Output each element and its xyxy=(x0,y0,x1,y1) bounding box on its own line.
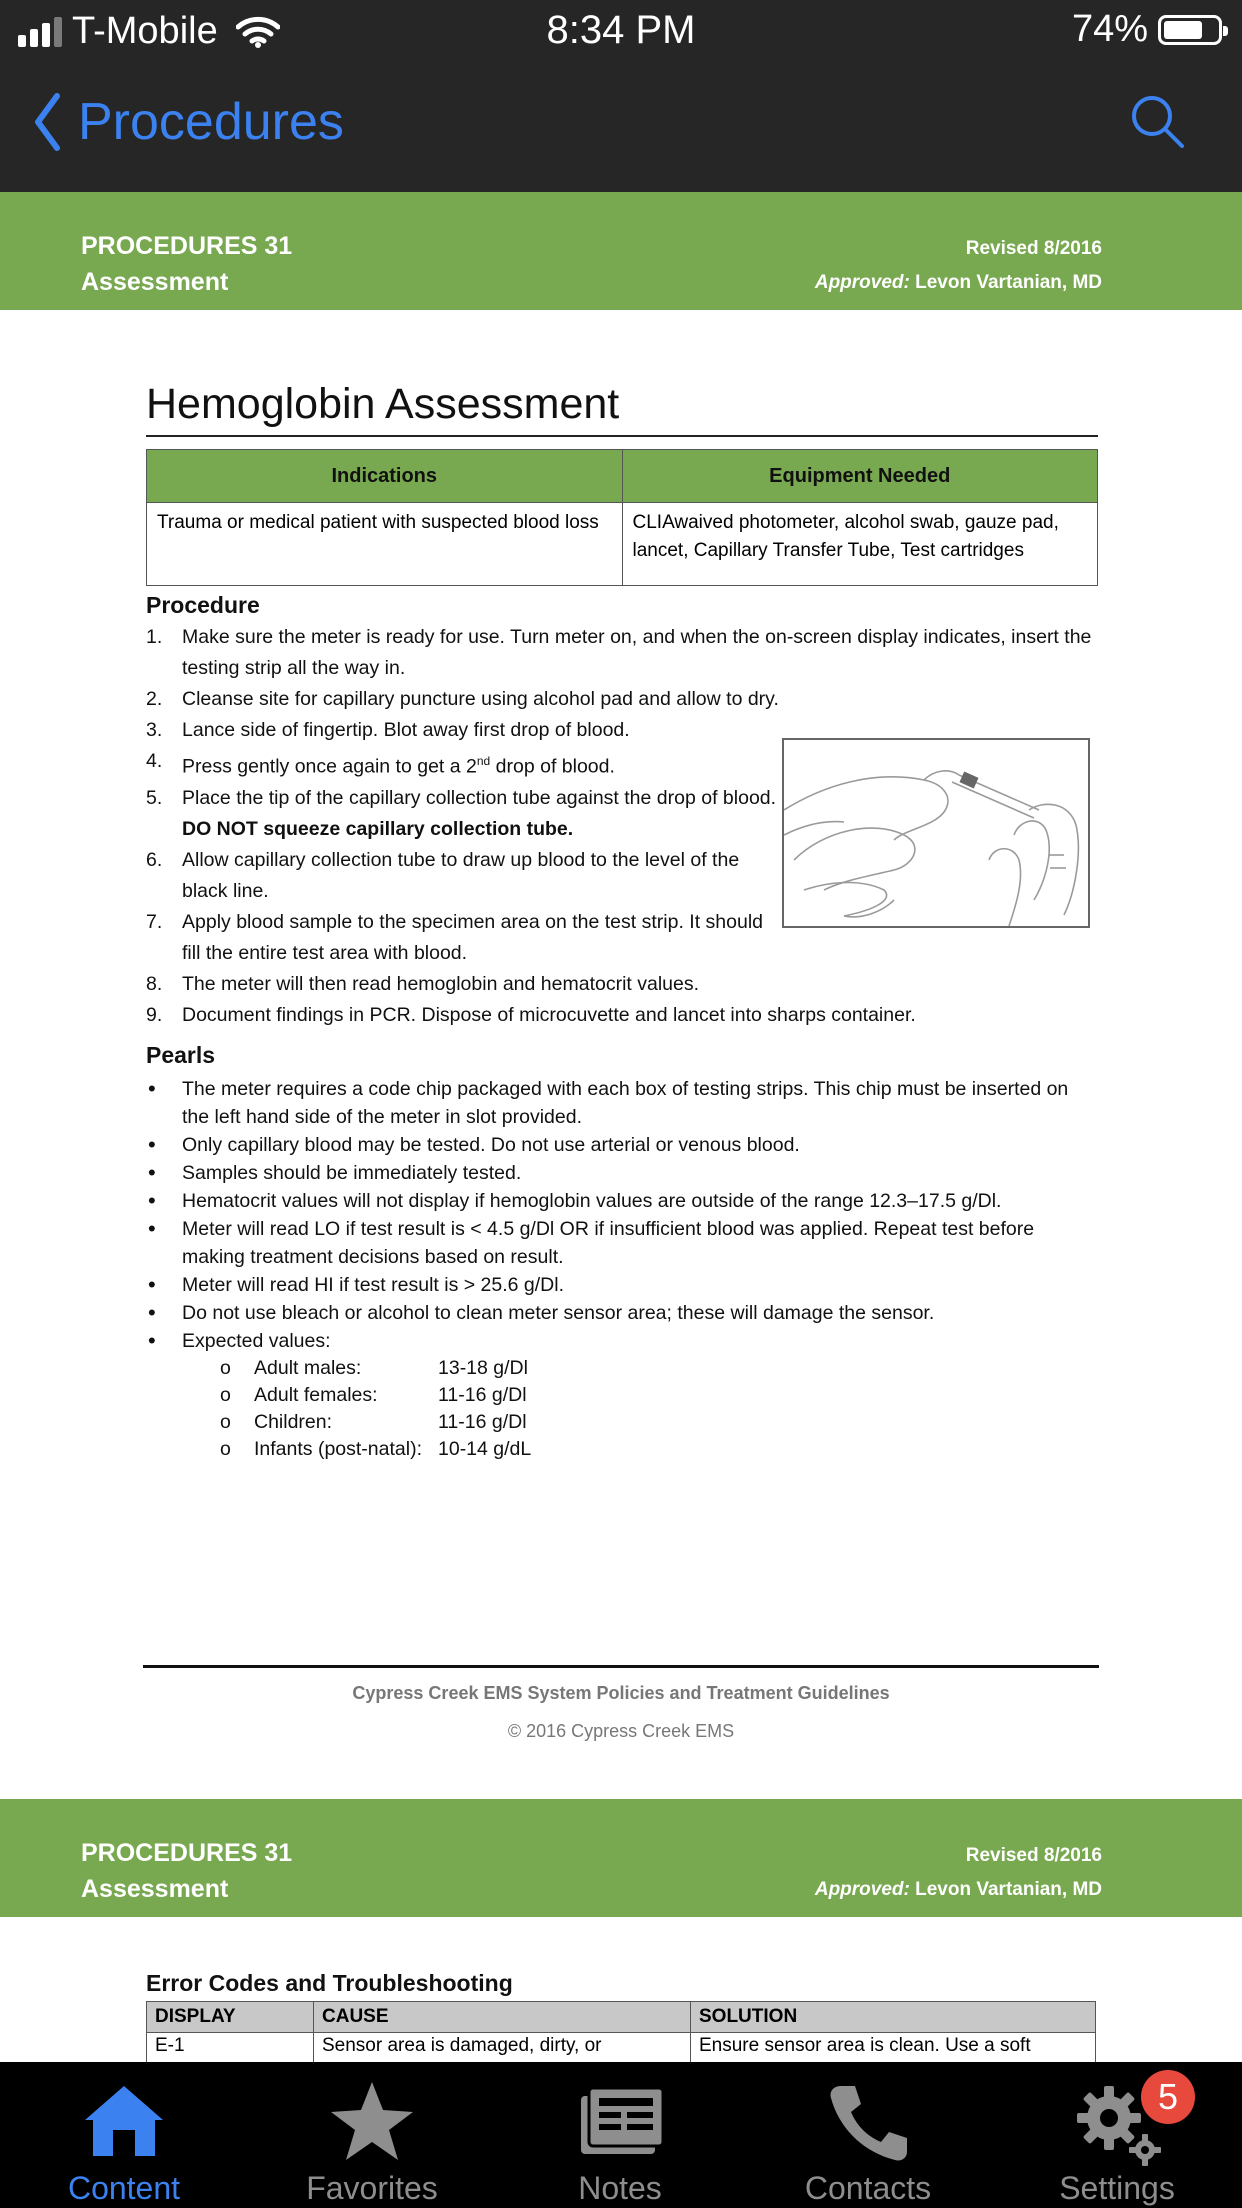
column-header: CAUSE xyxy=(314,2002,691,2033)
pearl-item: • Only capillary blood may be tested. Do not use arterial or venous blood. xyxy=(148,1132,800,1157)
procedure-heading: Procedure xyxy=(146,592,260,618)
pearl-item: • Do not use bleach or alcohol to clean meter sensor area; these will damage the sensor. xyxy=(148,1300,935,1325)
tab-favorites[interactable] xyxy=(248,2062,496,2208)
back-button-label: Procedures xyxy=(78,93,344,151)
column-header: DISPLAY xyxy=(147,2002,314,2033)
table-row xyxy=(147,2033,1096,2064)
phone-icon xyxy=(823,2080,913,2164)
back-button[interactable] xyxy=(34,92,344,152)
tab-label: Notes xyxy=(578,2170,662,2206)
star-icon xyxy=(327,2080,417,2164)
indications-cell: Trauma or medical patient with suspected blood loss xyxy=(147,503,623,586)
procedure-step: 5. Place the tip of the capillary collection tube against the drop of blood. DO NOT squeeze capillary collection tube. xyxy=(146,786,777,840)
procedure-step: 2. Cleanse site for capillary puncture using alcohol pad and allow to dry. xyxy=(146,688,779,710)
tab-notes[interactable] xyxy=(496,2062,744,2208)
band-revised: Revised 8/2016 xyxy=(965,238,1102,259)
document-title: Hemoglobin Assessment xyxy=(146,380,1098,437)
expected-value-item: o Children: 11-16 g/Dl xyxy=(220,1411,527,1433)
pearl-item: • Samples should be immediately tested. xyxy=(148,1160,522,1185)
battery-percent: 74% xyxy=(1071,8,1148,50)
approved-label: Approved: xyxy=(814,272,910,293)
tab-contacts[interactable] xyxy=(744,2062,992,2208)
band-subsection: Assessment xyxy=(81,1875,229,1903)
footer-copyright: © 2016 Cypress Creek EMS xyxy=(507,1721,735,1741)
document-header-band xyxy=(0,192,1242,310)
procedure-step: 3. Lance side of fingertip. Blot away first drop of blood. xyxy=(146,719,630,741)
indications-header: Indications xyxy=(147,450,623,503)
equipment-cell: CLIAwaived photometer, alcohol swab, gauze pad, lancet, Capillary Transfer Tube, Test cartridges xyxy=(622,503,1098,586)
document-header-band-page2 xyxy=(0,1799,1242,1917)
band-revised: Revised 8/2016 xyxy=(965,1845,1102,1866)
pearl-item: • The meter requires a code chip packaged with each box of testing strips. This chip must be inserted on the left hand side of the meter in slot provided. xyxy=(148,1076,1069,1128)
equipment-header: Equipment Needed xyxy=(622,450,1098,503)
home-icon xyxy=(79,2080,169,2160)
pearl-item: • Expected values: xyxy=(148,1328,331,1353)
status-right xyxy=(1072,8,1222,51)
battery-fill xyxy=(1164,21,1202,39)
procedure-step: 7. Apply blood sample to the specimen area on the test strip. It should fill the entire test area with blood. xyxy=(146,910,764,964)
battery-icon xyxy=(1158,15,1222,45)
approved-by: Levon Vartanian, MD xyxy=(915,272,1102,293)
notes-icon xyxy=(575,2080,665,2160)
error-codes-heading: Error Codes and Troubleshooting xyxy=(146,1970,513,1996)
band-right xyxy=(815,1839,1102,1907)
pearl-item: • Meter will read HI if test result is > 25.6 g/Dl. xyxy=(148,1272,565,1297)
finger-capillary-tube-drawing xyxy=(784,740,1088,926)
search-icon xyxy=(1130,94,1186,150)
procedure-step: 9. Document findings in PCR. Dispose of microcuvette and lancet into sharps container. xyxy=(146,1003,916,1026)
procedure-step: 6. Allow capillary collection tube to draw up blood to the level of the black line. xyxy=(146,848,740,902)
pearl-item: • Hematocrit values will not display if hemoglobin values are outside of the range 12.3–17.5 g/Dl. xyxy=(148,1188,1002,1213)
tab-label: Content xyxy=(67,2170,181,2206)
top-bar xyxy=(0,0,1242,192)
band-left xyxy=(81,1835,292,1907)
indications-table xyxy=(146,449,1098,586)
approved-by: Levon Vartanian, MD xyxy=(915,1879,1102,1900)
pearls-section xyxy=(146,1042,1096,1463)
fingertip-illustration xyxy=(782,738,1090,928)
table-cell: Ensure sensor area is clean. Use a soft xyxy=(691,2033,1096,2064)
footer-org: Cypress Creek EMS System Policies and Treatment Guidelines xyxy=(352,1683,890,1703)
tab-content[interactable] xyxy=(0,2062,248,2208)
error-table-header xyxy=(147,2002,1096,2033)
band-section: PROCEDURES 31 xyxy=(81,1839,293,1867)
pearls-heading: Pearls xyxy=(146,1042,216,1068)
expected-value-item: o Infants (post-natal): 10-14 g/dL xyxy=(220,1438,532,1460)
tab-settings[interactable] xyxy=(992,2062,1242,2208)
tab-label: Contacts xyxy=(804,2170,932,2206)
status-bar xyxy=(0,0,1242,62)
carrier-name: T-Mobile xyxy=(72,10,218,52)
expected-value-item: o Adult males: 13-18 g/Dl xyxy=(220,1357,528,1379)
band-approved xyxy=(815,266,1102,300)
column-header: SOLUTION xyxy=(691,2002,1096,2033)
tab-label: Settings xyxy=(1059,2170,1175,2206)
procedure-step: 4. Press gently once again to get a 2nd drop of blood. xyxy=(146,750,615,778)
tab-bar xyxy=(0,2062,1242,2208)
table-cell: Sensor area is damaged, dirty, or xyxy=(314,2033,691,2064)
band-right xyxy=(815,232,1102,300)
tab-label: Favorites xyxy=(306,2170,438,2206)
procedure-step: 8. The meter will then read hemoglobin and hematocrit values. xyxy=(146,972,700,995)
band-left xyxy=(81,228,292,300)
table-cell: E-1 xyxy=(147,2033,314,2064)
procedure-step: 1. Make sure the meter is ready for use. Turn meter on, and when the on-screen display indicates, insert the testing strip all the way in. xyxy=(146,626,1092,679)
search-button[interactable] xyxy=(1130,94,1186,155)
expected-value-item: o Adult females: 11-16 g/Dl xyxy=(220,1384,527,1406)
settings-badge: 5 xyxy=(1141,2070,1195,2124)
approved-label: Approved: xyxy=(814,1879,910,1900)
pearl-item: • Meter will read LO if test result is < 4.5 g/Dl OR if insufficient blood was applied. Repeat test before making treatment decisions based on result. xyxy=(148,1216,1035,1268)
band-section: PROCEDURES 31 xyxy=(81,232,293,260)
status-time: 8:34 PM xyxy=(546,8,696,52)
error-codes-table xyxy=(146,2001,1096,2064)
footer-divider xyxy=(143,1665,1099,1668)
chevron-left-icon xyxy=(34,93,60,151)
band-subsection: Assessment xyxy=(81,268,229,296)
band-approved xyxy=(815,1873,1102,1907)
